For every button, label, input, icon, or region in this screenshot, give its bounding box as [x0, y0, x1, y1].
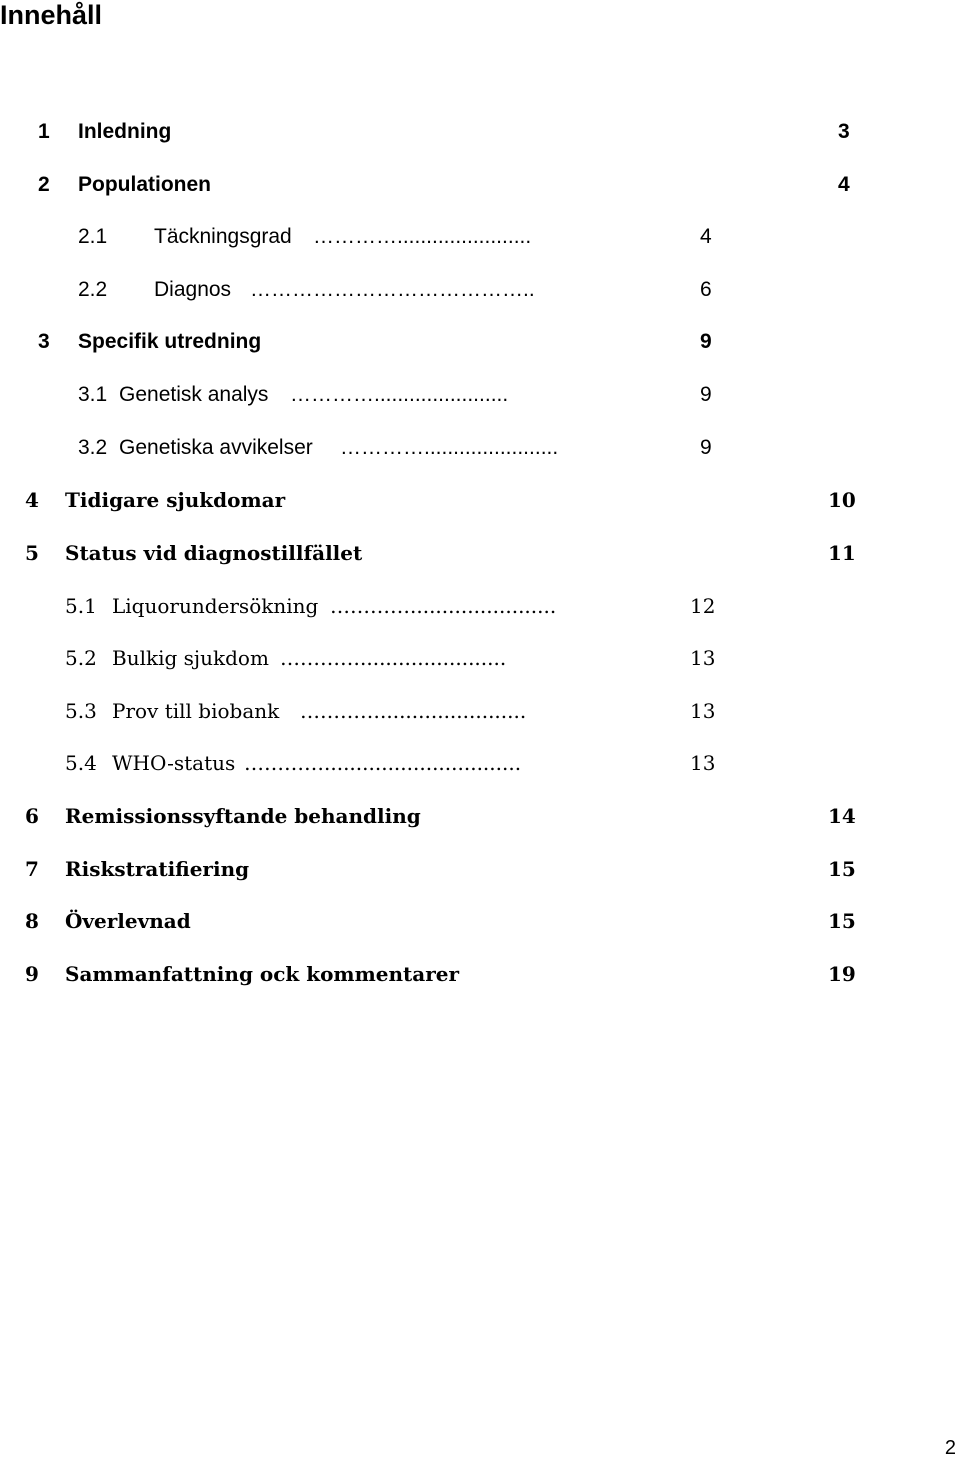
toc-entry[interactable]: [0, 643, 960, 673]
toc-entry[interactable]: [0, 327, 960, 357]
toc-page: 14: [828, 804, 856, 828]
toc-page: 15: [828, 857, 856, 881]
toc-entry[interactable]: [0, 117, 960, 147]
toc-entry[interactable]: [0, 959, 960, 989]
toc-label: Specifik utredning: [78, 330, 262, 353]
toc-number: 5.1: [65, 594, 97, 618]
toc-number: 5.3: [65, 699, 97, 723]
toc-number: 9: [25, 962, 39, 986]
toc-page: 4: [700, 225, 712, 248]
toc-number: 3: [38, 330, 50, 353]
toc-page: 9: [700, 436, 712, 459]
toc-number: 3.2: [78, 436, 108, 459]
toc-label: Bulkig sjukdom: [112, 646, 269, 670]
toc-entry[interactable]: [0, 696, 960, 726]
toc-entry[interactable]: [0, 433, 960, 463]
toc-page: 13: [690, 699, 716, 723]
toc-dot-leader: ………….......................: [340, 436, 559, 459]
toc-label: Genetiska avvikelser: [119, 436, 313, 459]
toc-entry[interactable]: [0, 854, 960, 884]
toc-number: 3.1: [78, 383, 108, 406]
toc-entry[interactable]: [0, 591, 960, 621]
toc-entry[interactable]: [0, 275, 960, 305]
toc-page: 3: [838, 120, 850, 143]
toc-dot-leader: ………….......................: [290, 383, 509, 406]
toc-dot-leader: …………………………………..: [250, 278, 535, 301]
toc-page: 4: [838, 173, 850, 196]
toc-label: Diagnos: [154, 278, 232, 301]
toc-number: 6: [25, 804, 39, 828]
toc-label: Liquorundersökning: [112, 594, 319, 618]
toc-label: WHO-status: [112, 751, 236, 775]
toc-page: 6: [700, 278, 712, 301]
toc-page: 9: [700, 383, 712, 406]
toc-page: 15: [828, 909, 856, 933]
toc-entry[interactable]: [0, 380, 960, 410]
toc-number: 4: [25, 488, 39, 512]
toc-number: 7: [25, 857, 39, 881]
toc-entry[interactable]: [0, 906, 960, 936]
toc-label: Riskstratifiering: [65, 857, 250, 881]
toc-page: 13: [690, 751, 716, 775]
toc-entry[interactable]: [0, 222, 960, 252]
toc-label: Remissionssyftande behandling: [65, 804, 421, 828]
toc-number: 5.4: [65, 751, 97, 775]
toc-page: 9: [700, 330, 712, 353]
toc-number: 2.1: [78, 225, 108, 248]
toc-label: Täckningsgrad: [154, 225, 292, 248]
toc-label: Inledning: [78, 120, 172, 143]
page-title: Innehåll: [0, 0, 103, 30]
toc-number: 5.2: [65, 646, 97, 670]
toc-dot-leader: ………….......................: [330, 594, 557, 618]
toc-label: Tidigare sjukdomar: [65, 488, 286, 512]
toc-label: Sammanfattning ock kommentarer: [65, 962, 460, 986]
toc-number: 2: [38, 173, 50, 196]
toc-entry[interactable]: [0, 170, 960, 200]
toc-dot-leader: ………….......................: [313, 225, 532, 248]
toc-entry[interactable]: [0, 748, 960, 778]
toc-dot-leader: …………...............................: [244, 751, 522, 775]
toc-page: 11: [828, 541, 856, 565]
toc-page: 13: [690, 646, 716, 670]
toc-entry[interactable]: [0, 485, 960, 515]
toc-page: 19: [828, 962, 856, 986]
toc-number: 2.2: [78, 278, 108, 301]
toc-label: Populationen: [78, 173, 211, 196]
toc-entry[interactable]: [0, 538, 960, 568]
toc-entry[interactable]: [0, 801, 960, 831]
toc-number: 8: [25, 909, 39, 933]
toc-page: 12: [690, 594, 716, 618]
toc-page: 10: [828, 488, 856, 512]
toc-number: 1: [38, 120, 50, 143]
toc-label: Genetisk analys: [119, 383, 269, 406]
toc-dot-leader: ………….......................: [280, 646, 507, 670]
toc-label: Prov till biobank: [112, 699, 280, 723]
toc-number: 5: [25, 541, 39, 565]
toc-dot-leader: ………….......................: [300, 699, 527, 723]
toc-label: Status vid diagnostillfället: [65, 541, 363, 565]
page-number: 2: [944, 1437, 956, 1459]
toc-label: Överlevnad: [65, 909, 191, 933]
